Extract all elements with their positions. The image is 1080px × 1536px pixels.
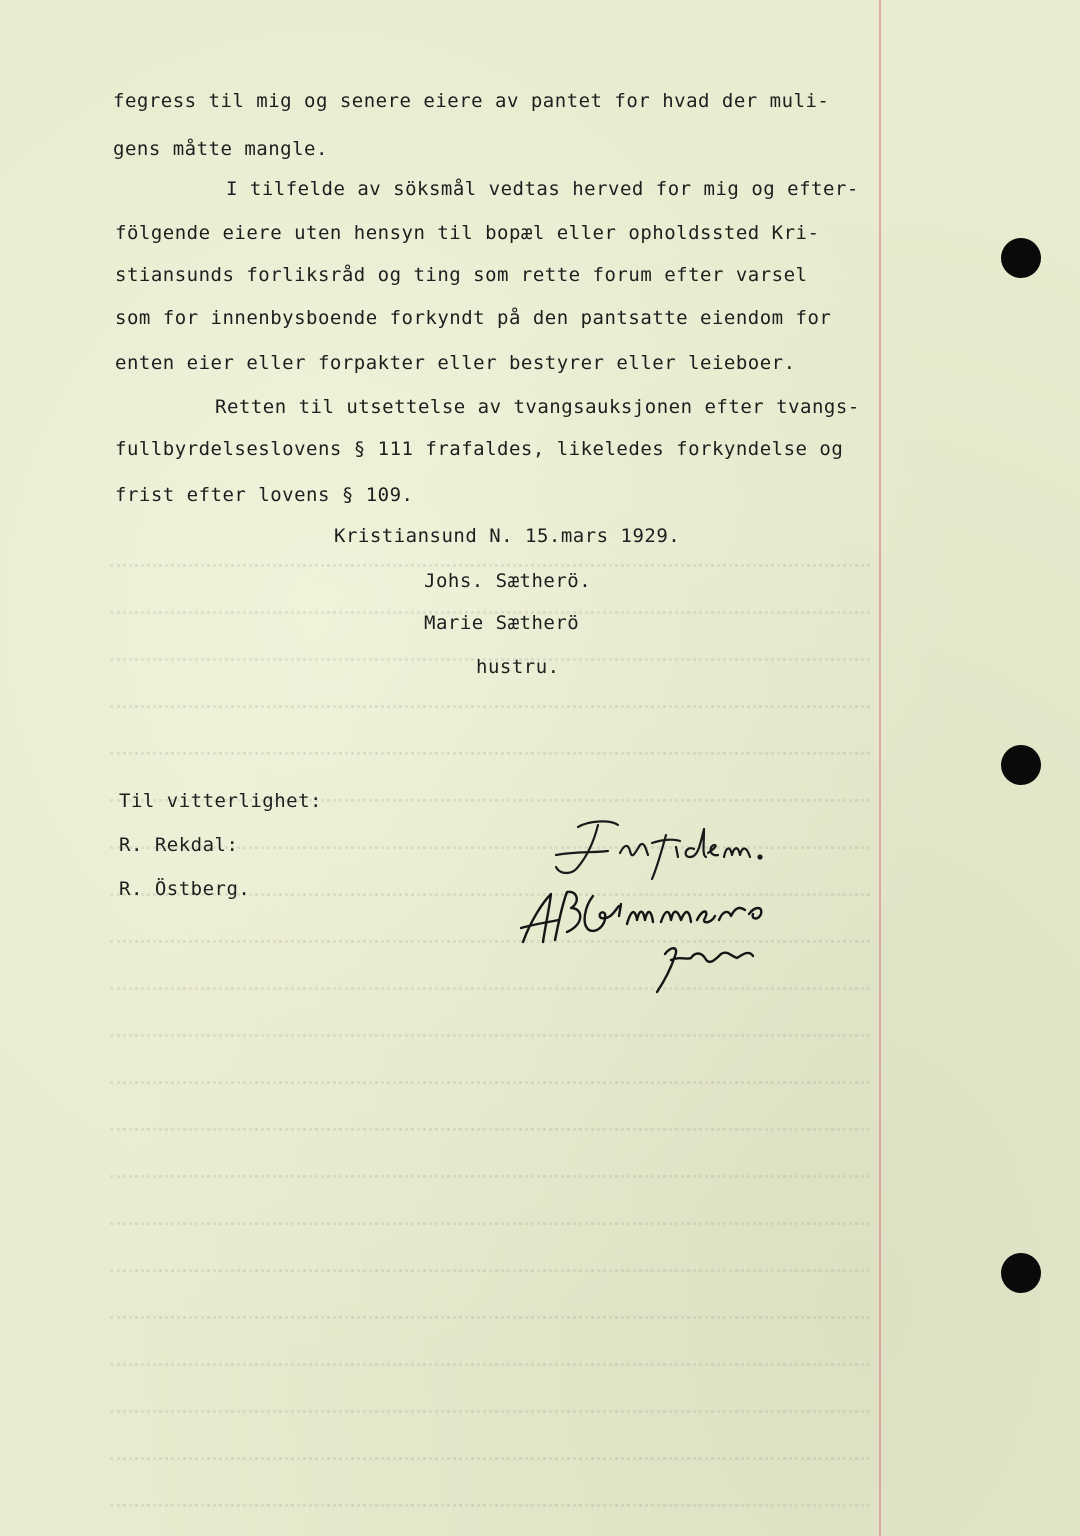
place-date: Kristiansund N. 15.mars 1929. — [334, 525, 681, 547]
body-line: frist efter lovens § 109. — [115, 484, 414, 506]
margin-rule — [879, 0, 881, 1536]
body-line: enten eier eller forpakter eller bestyrer eller leieboer. — [115, 352, 796, 374]
body-line: Retten til utsettelse av tvangsauksjonen efter tvangs- — [215, 396, 860, 418]
punch-hole-middle — [1001, 745, 1041, 785]
body-line: som for innenbysboende forkyndt på den pantsatte eiendom for — [115, 307, 832, 329]
body-line: fullbyrdelseslovens § 111 frafaldes, likeledes forkyndelse og — [115, 438, 844, 460]
body-line: I tilfelde av söksmål vedtas herved for mig og efter- — [226, 178, 859, 200]
body-line: fölgende eiere uten hensyn til bopæl eller opholdssted Kri- — [115, 222, 820, 244]
witness-heading: Til vitterlighet: — [119, 790, 322, 812]
body-line: gens måtte mangle. — [113, 138, 328, 160]
body-line: stiansunds forliksråd og ting som rette forum efter varsel — [115, 264, 808, 286]
punch-hole-top — [1001, 238, 1041, 278]
in-fidem-handwriting — [548, 815, 788, 885]
witness-name: R. Rekdal: — [119, 834, 239, 856]
signature-handwriting — [515, 880, 845, 1000]
body-line: fegress til mig og senere eiere av pantet for hvad der muli- — [113, 90, 830, 112]
signatory-name: Marie Sætherö — [424, 612, 580, 634]
witness-name: R. Östberg. — [119, 878, 251, 900]
punch-hole-bottom — [1001, 1253, 1041, 1293]
signatory-role: hustru. — [476, 656, 560, 678]
signatory-name: Johs. Sætherö. — [424, 570, 592, 592]
